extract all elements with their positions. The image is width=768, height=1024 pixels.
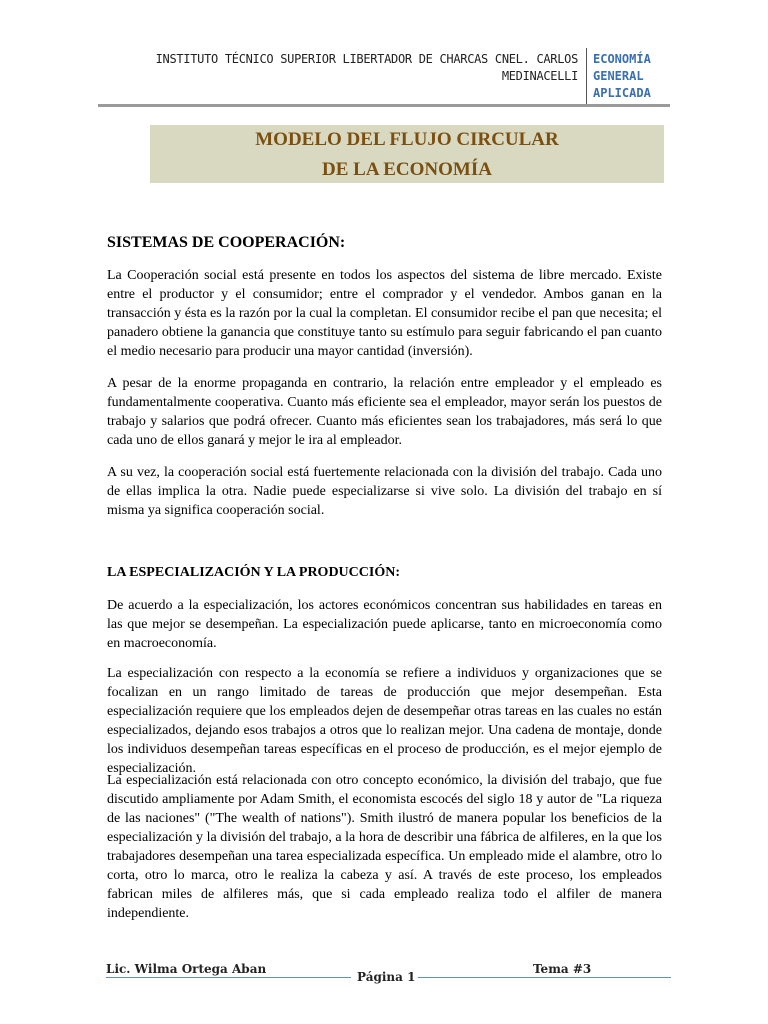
section-heading-especializacion: LA ESPECIALIZACIÓN Y LA PRODUCCIÓN: [107, 565, 401, 580]
paragraph: La Cooperación social está presente en todos los aspectos del sistema de libre mercado. Existe entre el productor y el consumidor; entre el comprador y el vendedor. Ambos ganan en la transacción y ésta es la razón por la cual la completan. El consumidor recibe el pan que necesita; el panadero obtiene la ganancia que constituye tanto su estímulo para seguir fabricando el pan cuanto el medio necesario para producir una mayor cantidad (inversión). [107, 268, 662, 359]
footer-author: Lic. Wilma Ortega Aban [106, 962, 267, 976]
paragraph: La especialización está relacionada con otro concepto económico, la división del trabajo, que fue discutido ampliamente por Adam Smith, el economista escocés del siglo 18 y autor de "La riqueza de las naciones" ("The wealth of nations"). Smith ilustró de manera popular los beneficios de la especialización y la división del trabajo, a la hora de describir una fábrica de alfileres, en la que los trabajadores desempeñan una tarea especializada específica. Un empleado mide el alambre, otro lo corta, otro lo marca, otro le realiza la cabeza y así. A través de este proceso, los empleados fabrican miles de alfileres más, que si cada empleado realiza todo el alfiler de manera independiente. [107, 773, 662, 921]
paragraph: La especialización con respecto a la economía se refiere a individuos y organizaciones que se focalizan en un rango limitado de tareas de producción que mejor desempeñan. Esta especialización requiere que los empleados dejen de desempeñar otras tareas en las cuales no están especializados, dejando esos trabajos a otros que lo realizan mejor. Una cadena de montaje, donde los individuos desempeñan tareas específicas en el proceso de producción, es el mejor ejemplo de especialización. [107, 666, 662, 776]
section-heading-cooperacion: SISTEMAS DE COOPERACIÓN: [107, 234, 346, 251]
subject-name [593, 51, 651, 102]
footer-line-left [106, 977, 351, 978]
subject-line-3: APLICADA [593, 86, 651, 100]
subject-line-2: GENERAL [593, 69, 644, 83]
paragraph: A pesar de la enorme propaganda en contrario, la relación entre empleador y el empleado es fundamentalmente cooperativa. Cuanto más eficiente sea el empleador, mayor serán los puestos de trabajo y salarios que podrá ofrecer. Cuanto más eficientes sean los trabajadores, más será lo que cada uno de ellos ganará y mejor le ira al empleador. [107, 376, 662, 448]
document-title [150, 125, 664, 183]
subject-line-1: ECONOMÍA [593, 52, 651, 66]
title-line-2: DE LA ECONOMÍA [322, 159, 492, 180]
footer-line-right [418, 977, 671, 978]
institution-line-2: MEDINACELLI [501, 69, 578, 83]
header-separator [586, 48, 587, 104]
paragraph: A su vez, la cooperación social está fuertemente relacionada con la división del trabajo. Cada uno de ellas implica la otra. Nadie puede especializarse si vive solo. La división del trabajo en sí misma ya significa cooperación social. [107, 465, 662, 518]
footer-page-number: Página 1 [357, 970, 416, 984]
institution-name [110, 51, 578, 85]
paragraph: De acuerdo a la especialización, los actores económicos concentran sus habilidades en tareas en las que mejor se desempeñan. La especialización puede aplicarse, tanto en microeconomía como en macroeconomía. [107, 598, 662, 651]
header-rule [98, 104, 670, 107]
footer-topic: Tema #3 [533, 962, 592, 976]
institution-line-1: INSTITUTO TÉCNICO SUPERIOR LIBERTADOR DE CHARCAS CNEL. CARLOS [155, 52, 578, 66]
title-line-1: MODELO DEL FLUJO CIRCULAR [255, 129, 559, 150]
